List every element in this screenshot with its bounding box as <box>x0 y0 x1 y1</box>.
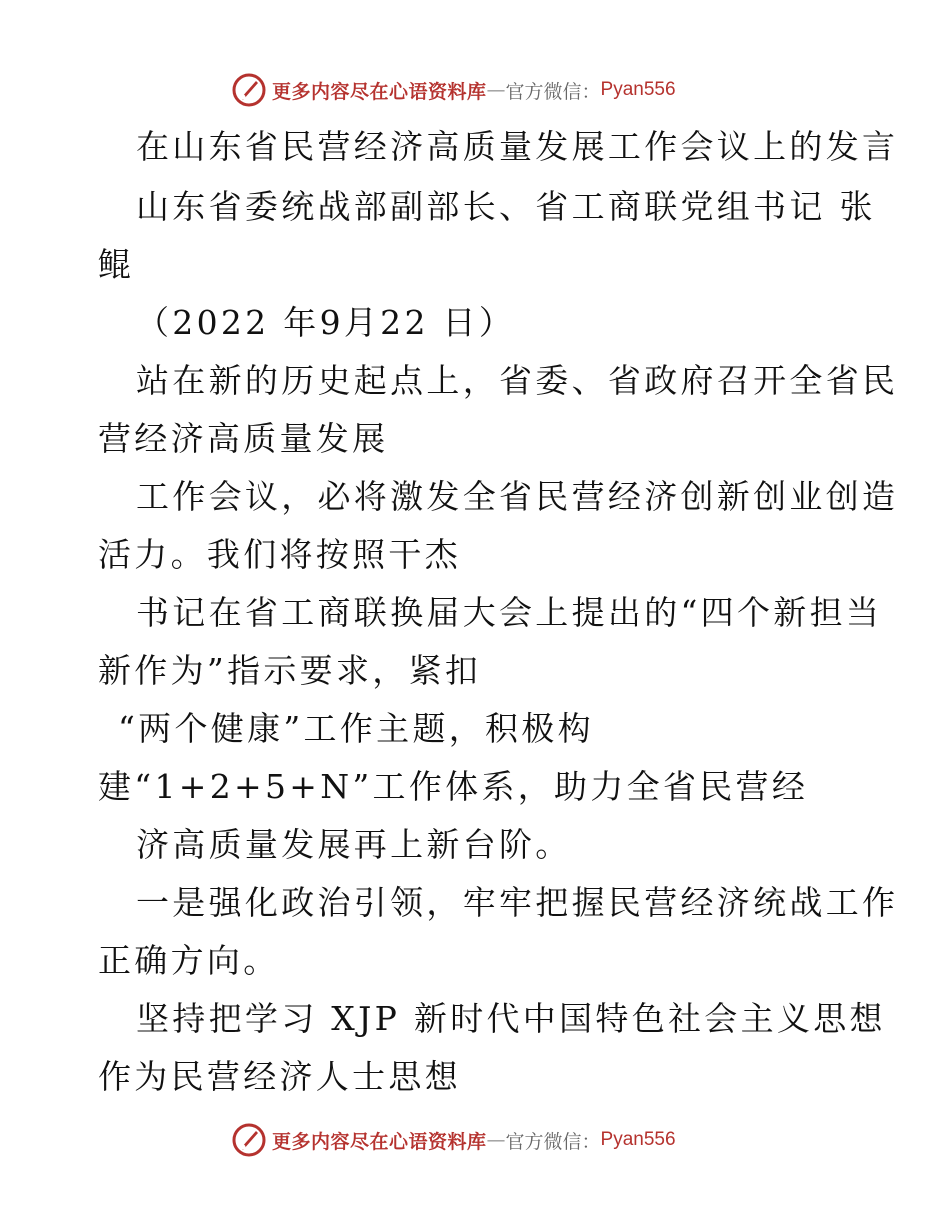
watermark-label: 官方微信： <box>505 80 601 103</box>
watermark-separator: — <box>486 79 506 101</box>
body-line: 济高质量发展再上新台阶。 <box>136 825 572 864</box>
watermark-wechat: Pyan556 <box>600 79 676 100</box>
date-line: （2022 年9月22 日） <box>136 303 516 342</box>
watermark-separator: — <box>486 1129 506 1151</box>
doc-title: 在山东省民营经济高质量发展工作会议上的发言 <box>136 127 899 166</box>
author-line-cont: 鲲 <box>98 245 135 284</box>
watermark-main: 更多内容尽在心语资料库 <box>272 80 487 103</box>
body-line: 新作为”指示要求，紧扣 <box>98 651 482 690</box>
body-line: 工作会议，必将激发全省民营经济创新创业创造 <box>136 477 899 516</box>
footer-watermark <box>232 1122 676 1158</box>
watermark-main: 更多内容尽在心语资料库 <box>272 1130 487 1153</box>
body-line: 坚持把学习 XJP 新时代中国特色社会主义思想 <box>136 999 886 1038</box>
body-line: 营经济高质量发展 <box>98 419 389 458</box>
body-line: 活力。我们将按照干杰 <box>98 535 461 574</box>
body-line: “两个健康”工作主题，积极构 <box>118 709 594 748</box>
watermark-wechat: Pyan556 <box>600 1129 676 1150</box>
header-watermark <box>232 72 676 108</box>
author-line: 山东省委统战部副部长、省工商联党组书记 张 <box>136 187 876 226</box>
quill-logo-icon <box>232 73 266 107</box>
body-line: 建“1+2+5+N”工作体系，助力全省民营经 <box>98 767 809 806</box>
body-line: 正确方向。 <box>98 941 280 980</box>
body-line: 书记在省工商联换届大会上提出的“四个新担当 <box>136 593 883 632</box>
body-line: 作为民营经济人士思想 <box>98 1057 461 1096</box>
body-line: 站在新的历史起点上，省委、省政府召开全省民 <box>136 361 899 400</box>
body-line: 一是强化政治引领，牢牢把握民营经济统战工作 <box>136 883 899 922</box>
watermark-label: 官方微信： <box>505 1130 601 1153</box>
quill-logo-icon <box>232 1123 266 1157</box>
